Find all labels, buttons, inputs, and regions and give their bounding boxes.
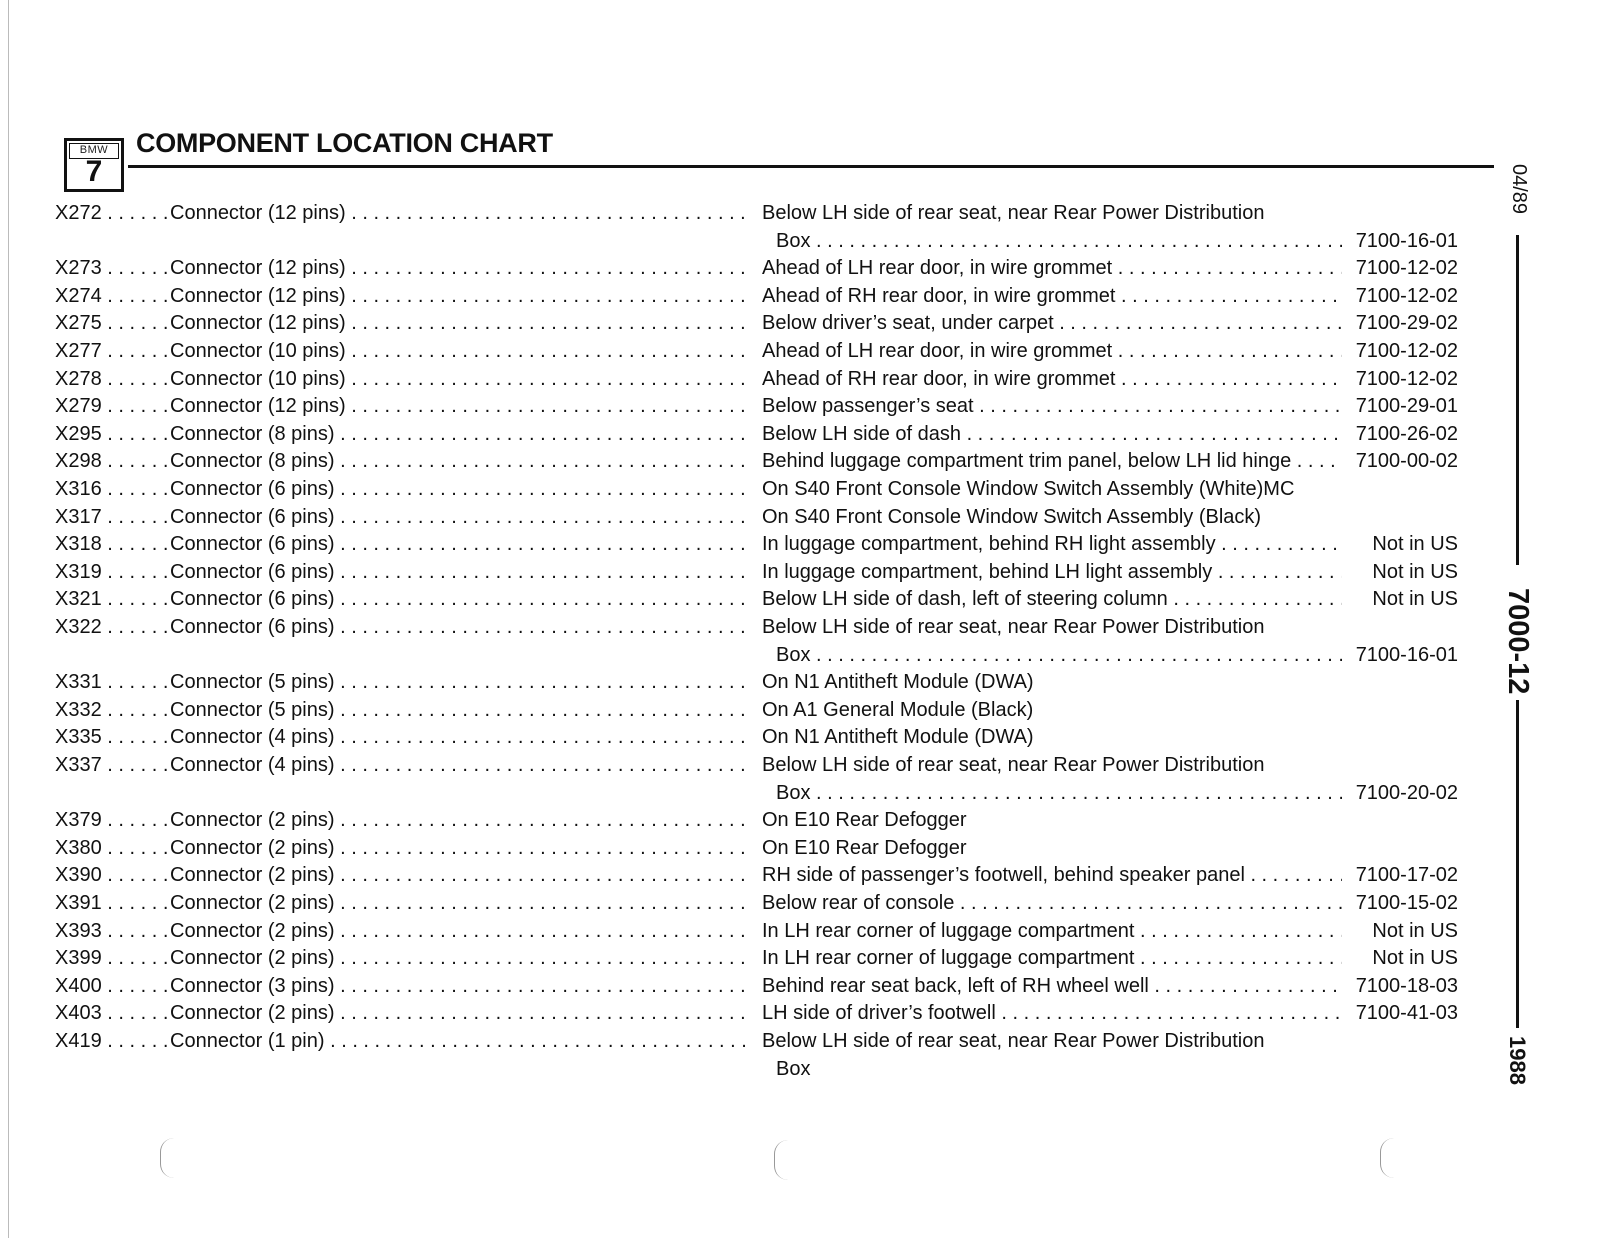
row-reference: 7100-12-02 — [1355, 340, 1458, 362]
logo-series: 7 — [85, 155, 103, 188]
row-location: Below LH side of rear seat, near Rear Power Distribution — [762, 202, 1265, 224]
row-reference: Not in US — [1372, 947, 1458, 970]
row-component: Connector (2 pins) . . . — [170, 861, 752, 889]
punch-hole — [774, 1140, 789, 1180]
row-code: X322 . . . — [55, 613, 167, 641]
row-code: X279 . . . — [55, 392, 167, 420]
side-page-number: 7000-12 — [1502, 588, 1534, 695]
row-location: Below driver’s seat, under carpet . . . — [762, 309, 1342, 337]
row-reference: 7100-18-03 — [1355, 974, 1458, 997]
row-component: Connector (12 pins) . . . — [170, 254, 752, 282]
row-location: LH side of driver’s footwell . . . — [762, 999, 1342, 1027]
row-component: Connector (5 pins) . . . — [170, 668, 752, 696]
row-reference: 7100-12-02 — [1355, 367, 1458, 390]
row-location: On S40 Front Console Window Switch Assembly (White)MC — [762, 478, 1295, 500]
row-component: Connector (6 pins) . . . — [170, 613, 752, 641]
row-component: Connector (2 pins) . . . — [170, 944, 752, 972]
row-reference: 7100-29-01 — [1355, 395, 1458, 418]
row-component: Connector (12 pins) . . . — [170, 282, 752, 310]
row-code: X295 . . . — [55, 420, 167, 448]
row-component: Connector (4 pins) . . . — [170, 751, 752, 779]
row-component: Connector (4 pins) . . . — [170, 723, 752, 751]
row-component: Connector (6 pins) . . . — [170, 503, 752, 531]
row-location-continued: Box . . . — [776, 227, 1342, 255]
row-component: Connector (1 pin) . . . — [170, 1027, 752, 1055]
row-component: Connector (2 pins) . . . — [170, 834, 752, 862]
row-component: Connector (2 pins) . . . — [170, 999, 752, 1027]
row-code: X391 . . . — [55, 889, 167, 917]
row-component: Connector (2 pins) . . . — [170, 889, 752, 917]
row-location: Behind luggage compartment trim panel, below LH lid hinge . . . — [762, 447, 1342, 475]
title-rule — [128, 165, 1494, 168]
row-code: X273 . . . — [55, 254, 167, 282]
row-location: Below passenger’s seat . . . — [762, 392, 1342, 420]
side-rule — [1516, 235, 1519, 565]
row-component: Connector (6 pins) . . . — [170, 585, 752, 613]
row-location: Below LH side of rear seat, near Rear Power Distribution — [762, 616, 1265, 638]
row-code: X390 . . . — [55, 861, 167, 889]
row-location: Below LH side of dash, left of steering column . . . — [762, 585, 1342, 613]
row-component: Connector (8 pins) . . . — [170, 447, 752, 475]
logo-brand: BMW — [69, 143, 119, 159]
row-code: X335 . . . — [55, 723, 167, 751]
side-year: 1988 — [1505, 1036, 1530, 1085]
row-component: Connector (12 pins) . . . — [170, 309, 752, 337]
page-title: COMPONENT LOCATION CHART — [136, 128, 553, 158]
row-location: On N1 Antitheft Module (DWA) — [762, 726, 1034, 749]
row-code: X274 . . . — [55, 282, 167, 310]
row-component: Connector (6 pins) . . . — [170, 475, 752, 503]
row-reference: 7100-12-02 — [1355, 257, 1458, 280]
row-code: X317 . . . — [55, 503, 167, 531]
side-rule — [1516, 700, 1519, 1028]
row-location-continued: Box . . . — [776, 779, 1342, 807]
row-component: Connector (6 pins) . . . — [170, 530, 752, 558]
scan-edge — [8, 0, 9, 1238]
row-reference: 7100-17-02 — [1355, 864, 1458, 887]
row-code: X319 . . . — [55, 558, 167, 586]
row-location: RH side of passenger’s footwell, behind speaker panel . . . — [762, 861, 1342, 889]
row-reference: Not in US — [1372, 533, 1458, 556]
row-reference: Not in US — [1372, 588, 1458, 611]
row-location: On E10 Rear Defogger — [762, 836, 967, 859]
row-component: Connector (10 pins) . . . — [170, 365, 752, 393]
row-code: X272 . . . — [55, 199, 167, 227]
row-location: On E10 Rear Defogger — [762, 809, 967, 832]
row-code: X278 . . . — [55, 365, 167, 393]
row-location: Below rear of console . . . — [762, 889, 1342, 917]
row-location: Below LH side of rear seat, near Rear Power Distribution — [762, 1030, 1265, 1052]
row-code: X332 . . . — [55, 696, 167, 724]
row-location: In luggage compartment, behind LH light assembly . . . — [762, 558, 1342, 586]
row-location: Ahead of LH rear door, in wire grommet . . . — [762, 254, 1342, 282]
row-location-continued: Box — [776, 1057, 811, 1080]
row-code: X277 . . . — [55, 337, 167, 365]
side-date: 04/89 — [1508, 164, 1530, 215]
row-location: In LH rear corner of luggage compartment . . . — [762, 944, 1342, 972]
row-code: X403 . . . — [55, 999, 167, 1027]
row-component: Connector (12 pins) . . . — [170, 392, 752, 420]
row-location: In LH rear corner of luggage compartment . . . — [762, 917, 1342, 945]
row-code: X400 . . . — [55, 972, 167, 1000]
row-code: X337 . . . — [55, 751, 167, 779]
row-component: Connector (12 pins) . . . — [170, 199, 752, 227]
row-reference: 7100-12-02 — [1355, 284, 1458, 307]
row-component: Connector (2 pins) . . . — [170, 917, 752, 945]
row-component: Connector (2 pins) . . . — [170, 806, 752, 834]
punch-hole — [1380, 1138, 1395, 1178]
row-component: Connector (5 pins) . . . — [170, 696, 752, 724]
row-reference: 7100-00-02 — [1355, 450, 1458, 473]
row-code: X316 . . . — [55, 475, 167, 503]
row-location: Behind rear seat back, left of RH wheel well . . . — [762, 972, 1342, 1000]
row-location: On S40 Front Console Window Switch Assembly (Black) — [762, 505, 1262, 528]
row-code: X318 . . . — [55, 530, 167, 558]
row-code: X393 . . . — [55, 917, 167, 945]
row-reference: Not in US — [1372, 919, 1458, 942]
row-code: X380 . . . — [55, 834, 167, 862]
row-code: X321 . . . — [55, 585, 167, 613]
row-reference: 7100-41-03 — [1355, 1002, 1458, 1025]
row-location: Ahead of RH rear door, in wire grommet . . . — [762, 282, 1342, 310]
row-reference: 7100-26-02 — [1355, 422, 1458, 445]
row-component: Connector (6 pins) . . . — [170, 558, 752, 586]
row-code: X399 . . . — [55, 944, 167, 972]
row-location: Below LH side of rear seat, near Rear Power Distribution — [762, 754, 1265, 776]
bmw-7-logo — [64, 138, 124, 192]
row-reference: 7100-20-02 — [1355, 781, 1458, 804]
row-location: In luggage compartment, behind RH light assembly . . . — [762, 530, 1342, 558]
row-reference: 7100-16-01 — [1355, 229, 1458, 252]
row-component: Connector (8 pins) . . . — [170, 420, 752, 448]
row-reference: Not in US — [1372, 560, 1458, 583]
row-component: Connector (3 pins) . . . — [170, 972, 752, 1000]
row-code: X275 . . . — [55, 309, 167, 337]
row-reference: 7100-29-02 — [1355, 312, 1458, 335]
row-location: On N1 Antitheft Module (DWA) — [762, 671, 1034, 694]
row-reference: 7100-16-01 — [1355, 643, 1458, 666]
row-location-continued: Box . . . — [776, 641, 1342, 669]
row-code: X331 . . . — [55, 668, 167, 696]
row-reference: 7100-15-02 — [1355, 892, 1458, 914]
row-location: Below LH side of dash . . . — [762, 420, 1342, 448]
row-location: On A1 General Module (Black) — [762, 698, 1034, 721]
row-component: Connector (10 pins) . . . — [170, 337, 752, 365]
punch-hole — [160, 1138, 175, 1178]
row-location: Ahead of RH rear door, in wire grommet . . . — [762, 365, 1342, 393]
row-code: X298 . . . — [55, 447, 167, 475]
row-location: Ahead of LH rear door, in wire grommet . . . — [762, 337, 1342, 365]
row-code: X419 . . . — [55, 1027, 167, 1055]
row-code: X379 . . . — [55, 806, 167, 834]
